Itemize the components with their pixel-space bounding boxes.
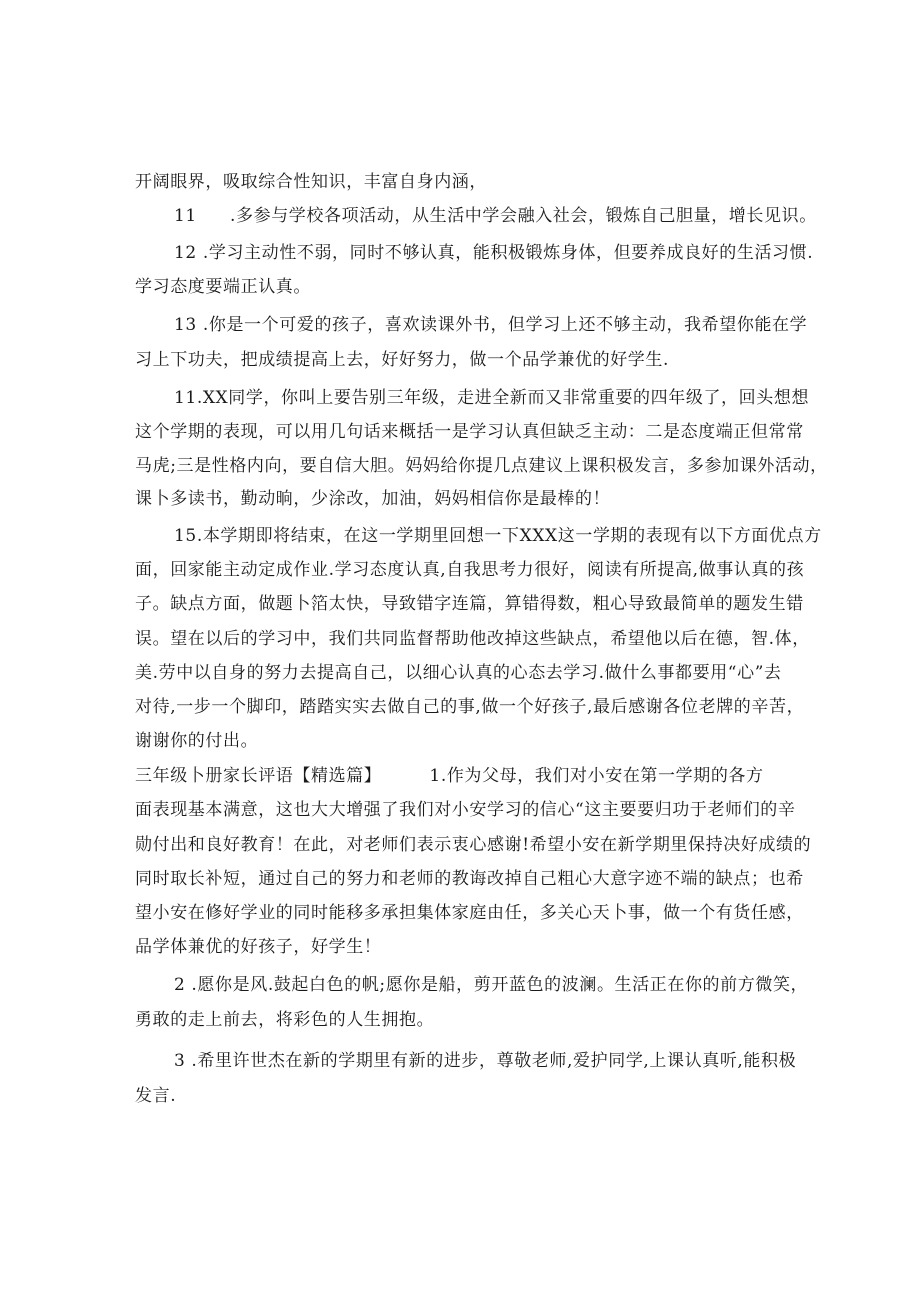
item-number: 11 — [174, 206, 197, 226]
text-line: 面表现基本满意，这也大大增强了我们对小安学习的信心“这主要要归功于老师们的辛 — [135, 800, 796, 820]
text-line: 3 .希里许世杰在新的学期里有新的进步，尊敬老师,爱护同学,上课认真听,能积极 — [174, 1051, 797, 1071]
text-line: 11.XX同学，你叫上要告别三年级，走进全新而又非常重要的四年级了，回头想想 — [174, 388, 810, 408]
text-line: 勇敢的走上前去，将彩色的人生拥抱。 — [135, 1010, 435, 1030]
text-line: 15.本学期即将结束，在这一学期里回想一下XXX这一学期的表现有以下方面优点方 — [174, 526, 822, 546]
text-line — [174, 204, 817, 228]
text-line — [135, 764, 764, 788]
text-line: 12 .学习主动性不弱，同时不够认真，能积极锻炼身体，但要养成良好的生活习惯. — [174, 243, 814, 263]
text-line: 马虎;三是性格内向，要自信大胆。妈妈给你提几点建议上课积极发言，多参加课外活动， — [135, 456, 828, 476]
text-line: 习上下功夫，把成绩提高上去，好好努力，做一个品学兼优的好学生. — [135, 350, 670, 370]
text-line: 美.劳中以自身的努力去提高自己，以细心认真的心态去学习.做什么事都要用“心”去 — [135, 663, 782, 683]
text-line: 课卜多读书，勤动晌，少涂改，加油，妈妈相信你是最棒的！ — [135, 489, 611, 509]
text-line: 同时取长补短，通过自己的努力和老师的教诲改掉自己粗心大意字迹不端的缺点；也希 — [135, 869, 804, 889]
text-line: 望小安在修好学业的同时能移多承担集体家庭由任，多关心天卜事，做一个有货任感， — [135, 903, 804, 923]
text-line: 面，回家能主动定成作业.学习态度认真,自我思考力很好，阅读有所提高,做事认真的孩 — [135, 560, 805, 580]
text-line: 13 .你是一个可爱的孩子，喜欢读课外书，但学习上还不够主动，我希望你能在学 — [174, 315, 808, 335]
text-line: 学习态度要端正认真。 — [135, 277, 311, 297]
text-line: 品学体兼优的好孩子，好学生！ — [135, 937, 382, 957]
text-line: 开阔眼界，吸取综合性知识，丰富自身内涵， — [135, 172, 487, 192]
text-line: 2 .愿你是风.鼓起白色的帆;愿你是船，剪开蓝色的波澜。生活正在你的前方微笑， — [174, 975, 809, 995]
text-line: 这个学期的表现，可以用几句话来概括一是学习认真但缺乏主动：二是态度端正但常常 — [135, 422, 804, 442]
text-line: 谢谢你的付出。 — [135, 731, 259, 751]
section-heading: 三年级卜册家长评语【精选篇】 — [135, 766, 382, 786]
item-text: 1.作为父母，我们对小安在第一学期的各方 — [429, 766, 764, 786]
text-line: 勋付出和良好教育！在此，对老师们表示衷心感谢!希望小安在新学期里保持决好成绩的 — [135, 835, 812, 855]
text-line: 发言. — [135, 1086, 177, 1106]
item-text: .多参与学校各项活动，从生活中学会融入社会，锻炼自己胆量，增长见识。 — [230, 206, 817, 226]
text-line: 对待,一步一个脚印，踏踏实实去做自己的事,做一个好孩子,最后感谢各位老牌的辛苦， — [135, 697, 805, 717]
text-line: 误。望在以后的学习中，我们共同监督帮助他改掉这些缺点，希望他以后在德，智.体， — [135, 629, 810, 649]
text-line: 子。缺点方面，做题卜箔太快，导致错字连篇，算错得数，粗心导致最简单的题发生错 — [135, 594, 804, 614]
